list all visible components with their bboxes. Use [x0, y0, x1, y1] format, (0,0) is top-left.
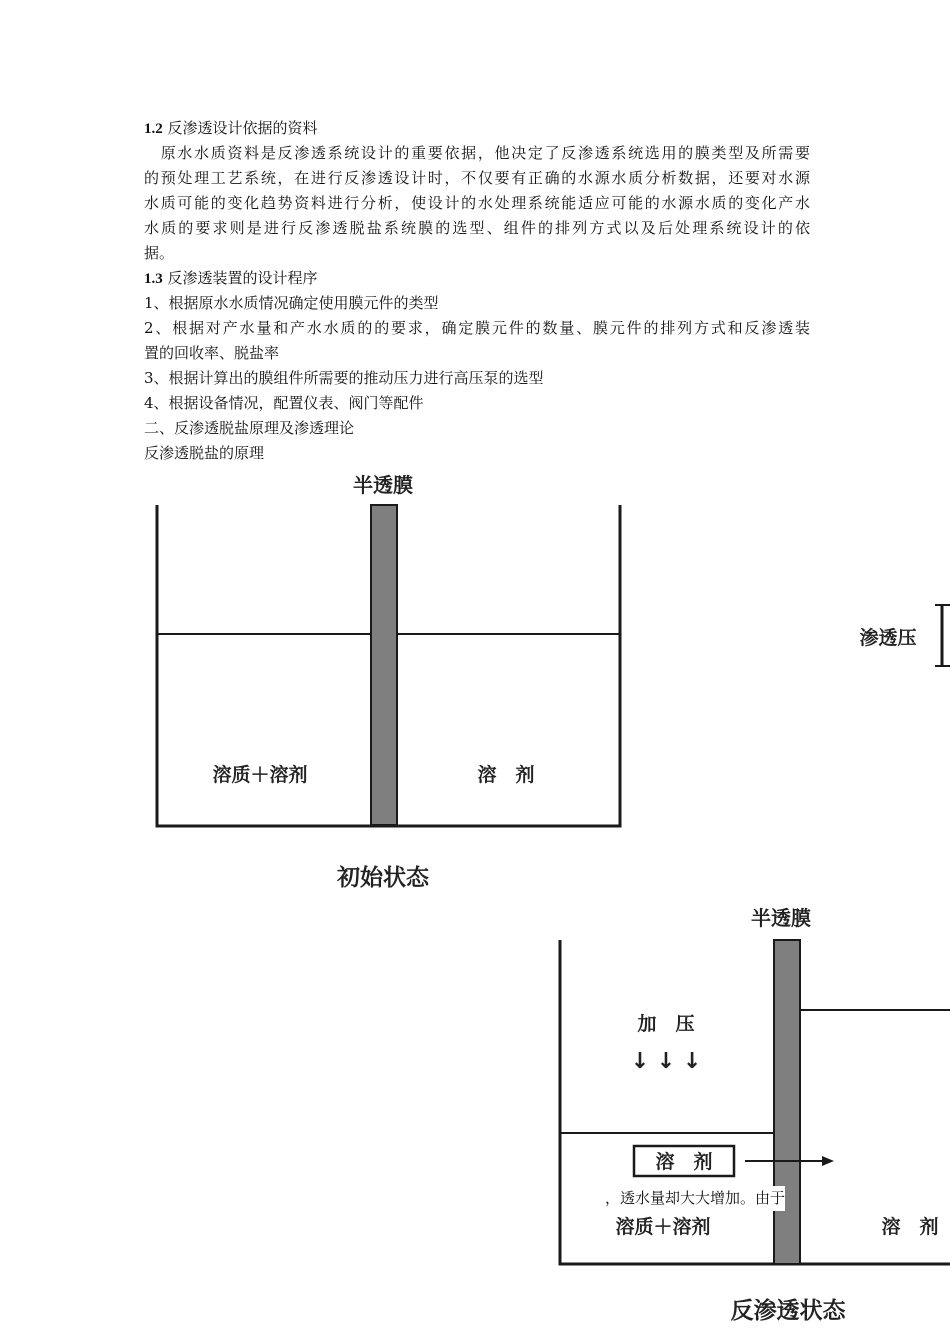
flow-arrow-head: [822, 1156, 834, 1166]
pressure-arrows: ↓ ↓ ↓: [630, 1049, 702, 1074]
solvent-label: 溶 剂: [881, 1216, 939, 1238]
paragraph-line: 水质的要求则是进行反渗透脱盐系统膜的选型、组件的排列方式以及后处理系统设计的依: [144, 219, 810, 237]
section-number: 1.2: [144, 121, 163, 137]
figure-caption: 反渗透状态: [730, 1298, 846, 1324]
step-line: 4、根据设备情况，配置仪表、阀门等配件: [144, 394, 424, 412]
osmotic-pressure-label: 渗透压: [859, 627, 917, 649]
reverse-osmosis-figure: [560, 906, 950, 1324]
initial-state-figure: [157, 473, 620, 891]
section-title: 反渗透设计依据的资料: [167, 119, 318, 137]
paragraph-line: 原水水质资料是反渗透系统设计的重要依据，他决定了反渗透系统选用的膜类型及所需要: [144, 144, 810, 162]
step-line: 3、根据计算出的膜组件所需要的推动压力进行高压泵的选型: [144, 369, 544, 387]
step-line: 置的回收率、脱盐率: [144, 344, 280, 362]
semipermeable-membrane: [371, 505, 397, 825]
solute-solvent-label: 溶质＋溶剂: [615, 1216, 711, 1238]
figure-caption: 初始状态: [337, 865, 429, 891]
text-fragment: ，透水量却大大增加。由于: [605, 1186, 785, 1211]
section-number: 1.3: [144, 271, 163, 287]
solvent-box-label: 溶 剂: [655, 1151, 713, 1173]
step-line: 2、根据对产水量和产水水质的的要求，确定膜元件的数量、膜元件的排列方式和反渗透装: [144, 319, 810, 337]
section-title: 反渗透装置的设计程序: [167, 269, 318, 287]
section-2-heading: 二、反渗透脱盐原理及渗透理论: [144, 419, 355, 437]
osmotic-pressure-figure: [859, 605, 950, 666]
paragraph-line: 据。: [144, 244, 175, 262]
membrane-label: 半透膜: [353, 473, 413, 497]
step-line: 1、根据原水水质情况确定使用膜元件的类型: [144, 294, 439, 312]
membrane-label: 半透膜: [751, 906, 811, 930]
solvent-label: 溶 剂: [477, 764, 535, 786]
semipermeable-membrane: [774, 940, 800, 1264]
paragraph-line: 水质可能的变化趋势资料进行分析，使设计的水处理系统能适应可能的水源水质的变化产水: [144, 194, 810, 212]
pressure-label: 加 压: [637, 1013, 695, 1035]
subheading-principle: 反渗透脱盐的原理: [144, 444, 265, 462]
solute-solvent-label: 溶质＋溶剂: [212, 764, 308, 786]
paragraph-line: 的预处理工艺系统，在进行反渗透设计时，不仅要有正确的水源水质分析数据，还要对水源: [144, 169, 810, 187]
